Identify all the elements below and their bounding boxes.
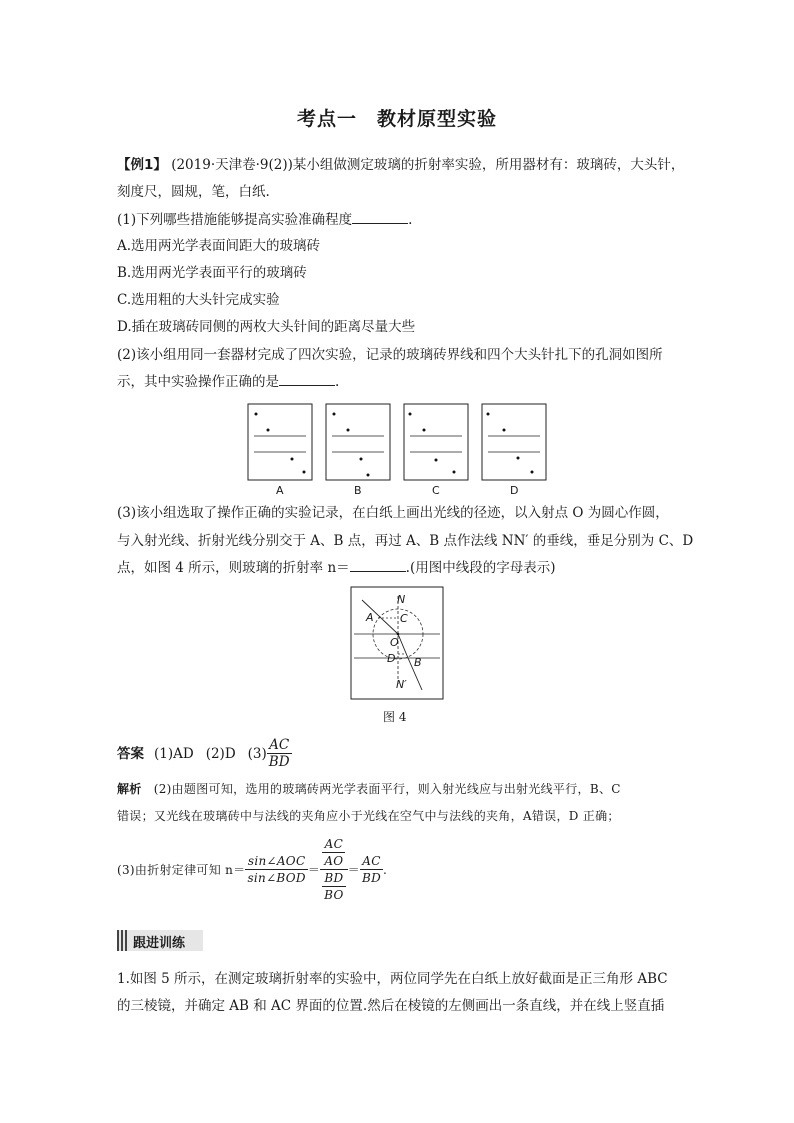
label-n: N <box>397 593 406 606</box>
sin-fraction <box>245 853 307 886</box>
exercise-line-1: 1.如图 5 所示，在测定玻璃折射率的实验中，两位同学先在白纸上放好截面是正三角形 ABC <box>117 971 668 987</box>
answer-blank <box>350 559 406 572</box>
question-3-text: 点，如图 4 所示，则玻璃的折射率 n＝ <box>117 560 350 576</box>
ratio-numerator <box>320 836 347 870</box>
ratio-bottom-den: BO <box>324 888 344 902</box>
question-2-text: 示，其中实验操作正确的是 <box>117 374 279 390</box>
analysis-text-1: (2)由题图可知，选用的玻璃砖两光学表面平行，则入射光线应与出射光线平行，B、C <box>153 782 621 796</box>
analysis-end: . <box>383 862 388 877</box>
section-label: 跟进训练 <box>133 936 186 951</box>
label-c: C <box>400 612 408 625</box>
figure-label-a: A <box>276 484 284 497</box>
analysis-line-2: 错误；又光线在玻璃砖中与法线的夹角应小于光线在空气中与法线的夹角，A错误，D 正确； <box>117 809 620 823</box>
ratio-top-num: AC <box>322 836 345 853</box>
question-1-text: (1)下列哪些措施能够提高实验准确程度 <box>117 212 353 228</box>
figure-4-caption: 图 4 <box>383 710 407 724</box>
section-header <box>117 930 203 951</box>
analysis-line-3 <box>117 836 387 903</box>
ratio-bottom-fraction <box>322 870 345 903</box>
question-3-line-1: (3)该小组选取了操作正确的实验记录，在白纸上画出光线的径迹，以入射点 O 为圆心作圆， <box>117 505 669 521</box>
label-a: A <box>366 611 374 624</box>
example-tag: 【例1】 <box>117 157 167 173</box>
answer-part-2: (2)D <box>205 745 236 762</box>
label-o: O <box>390 636 399 649</box>
ratio-top-fraction <box>322 836 345 869</box>
figure-b <box>326 404 390 480</box>
answer-line <box>117 737 292 770</box>
figure-c <box>404 404 468 480</box>
figure-a <box>248 404 312 480</box>
option-d: D.插在玻璃砖同侧的两枚大头针间的距离尽量大些 <box>117 319 416 335</box>
question-2-line-1: (2)该小组用同一套器材完成了四次实验，记录的玻璃砖界线和四个大头针扎下的孔洞如图所 <box>117 347 663 363</box>
figure-d <box>482 404 546 480</box>
question-3-line-2: 与入射光线、折射光线分别交于 A、B 点，再过 A、B 点作法线 NN′ 的垂线，垂足分别为 C、D <box>117 533 694 549</box>
option-b: B.选用两光学表面平行的玻璃砖 <box>117 265 307 281</box>
final-numerator: AC <box>360 853 383 870</box>
figure-label-c: C <box>432 484 440 497</box>
figure-label-b: B <box>354 484 362 497</box>
example-line-1 <box>117 155 684 175</box>
analysis-prefix: (3)由折射定律可知 n＝ <box>117 862 246 877</box>
question-2-end: . <box>335 374 340 390</box>
sin-numerator: sin∠AOC <box>245 853 307 870</box>
answer-fraction-denominator: BD <box>268 754 290 770</box>
equals-sign-2: ＝ <box>347 862 360 877</box>
answer-label: 答案 <box>117 745 144 762</box>
section-stripe-icon <box>117 930 127 951</box>
answer-part-1: (1)AD <box>154 745 194 762</box>
answer-fraction-numerator: AC <box>267 737 292 754</box>
answer-blank <box>352 211 408 224</box>
option-a: A.选用两光学表面间距大的玻璃砖 <box>117 238 321 254</box>
analysis-label: 解析 <box>117 782 142 796</box>
analysis-line-1 <box>117 779 621 799</box>
sin-denominator: sin∠BOD <box>247 871 306 885</box>
label-n-prime: N′ <box>396 678 407 691</box>
final-denominator: BD <box>361 871 381 885</box>
option-c: C.选用粗的大头针完成实验 <box>117 292 280 308</box>
figure-label-d: D <box>510 484 519 497</box>
equals-sign: ＝ <box>307 862 321 877</box>
answer-blank <box>279 373 335 386</box>
answer-fraction <box>267 737 292 770</box>
question-1 <box>117 210 412 230</box>
question-3-end: .(用图中线段的字母表示) <box>405 560 556 576</box>
ratio-fraction <box>320 836 347 903</box>
label-d: D <box>387 652 396 665</box>
ratio-bottom-num: BD <box>322 870 345 887</box>
exercise-line-2: 的三棱镜，并确定 AB 和 AC 界面的位置.然后在棱镜的左侧画出一条直线，并在线上竖直插 <box>117 998 665 1014</box>
question-2-line-2 <box>117 372 339 392</box>
ratio-denominator <box>320 870 347 903</box>
answer-part-3: (3) <box>247 745 267 762</box>
question-1-end: . <box>408 212 413 228</box>
example-intro: (2019·天津卷·9(2))某小组做测定玻璃的折射率实验，所用器材有：玻璃砖，大头针， <box>171 157 685 173</box>
page-title: 考点一 教材原型实验 <box>296 108 497 130</box>
question-3-line-3 <box>117 558 556 578</box>
label-b: B <box>414 656 422 669</box>
ratio-top-den: AO <box>324 854 344 868</box>
final-fraction <box>360 853 383 886</box>
example-line-2: 刻度尺，圆规，笔，白纸. <box>117 184 270 200</box>
